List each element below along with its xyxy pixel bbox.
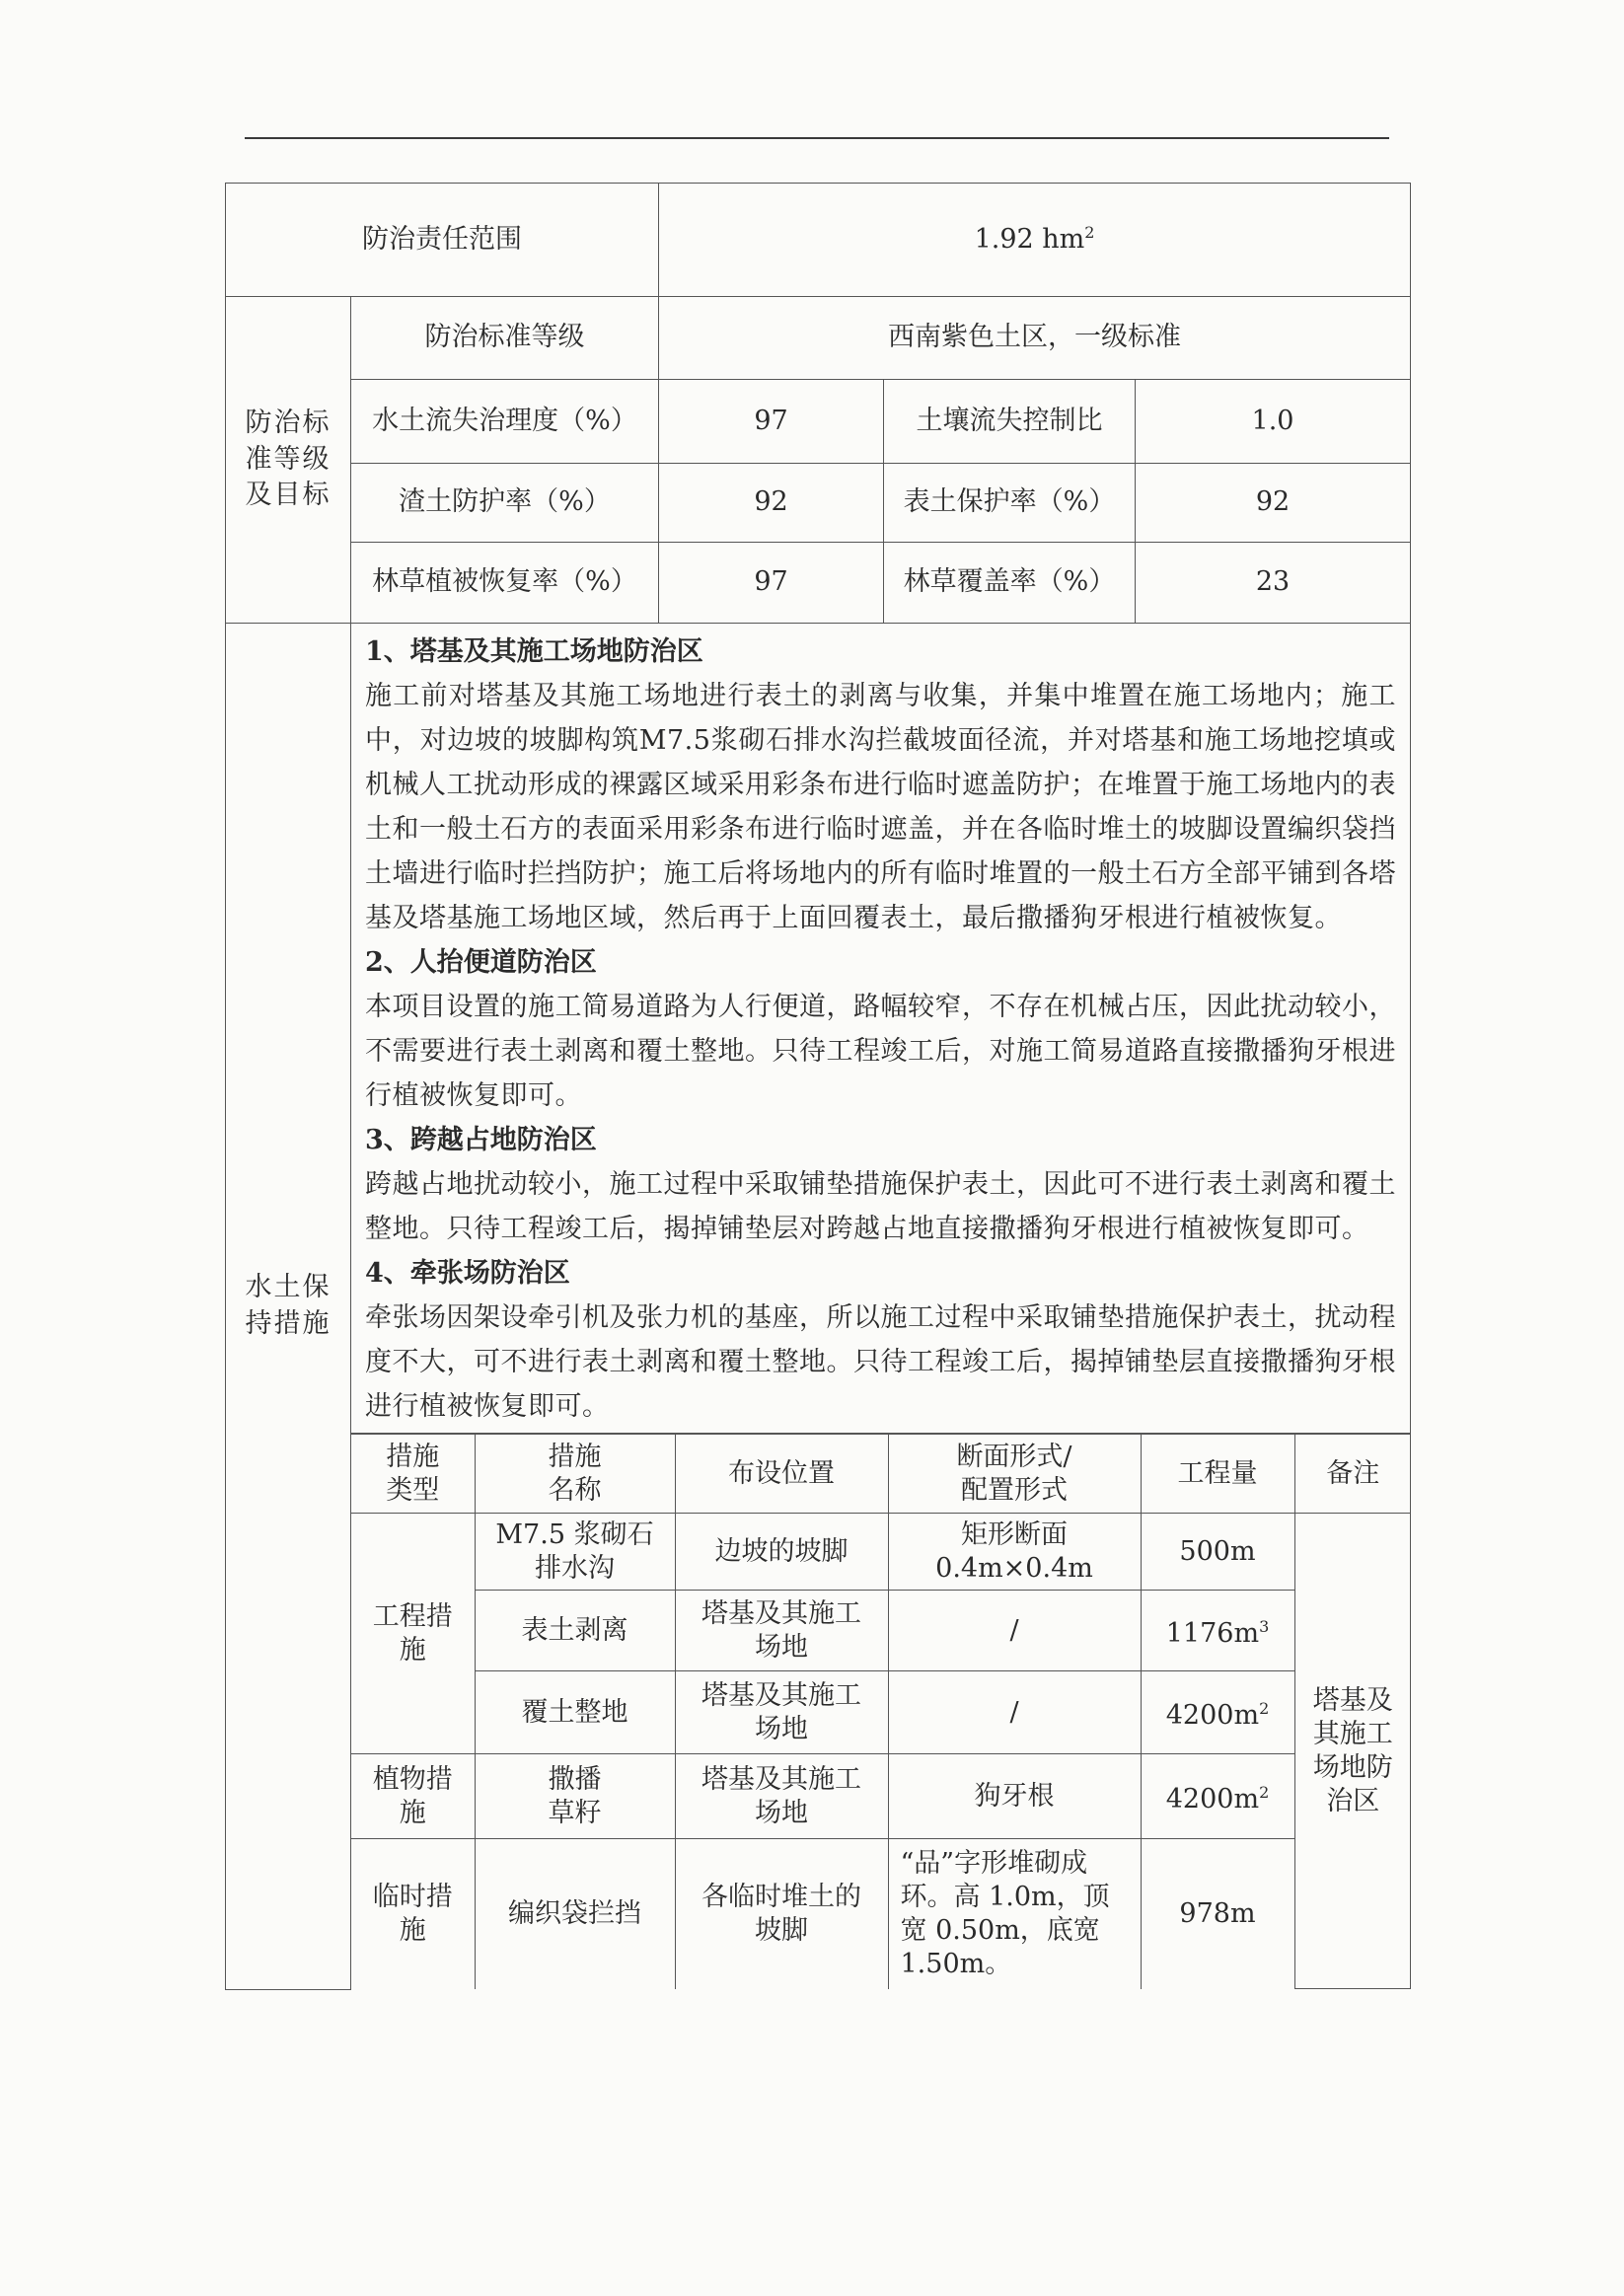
measure-quantity: 978m (1141, 1839, 1294, 1989)
target-label: 林草植被恢复率（%） (351, 543, 659, 624)
section-text: 跨越占地扰动较小，施工过程中采取铺垫措施保护表土，因此可不进行表土剥离和覆土整地。只待工程竣工后，揭掉铺垫层对跨越占地直接撒播狗牙根进行植被恢复即可。 (365, 1169, 1397, 1244)
measure-quantity: $4200m^2$ (1141, 1671, 1294, 1754)
measures-header-row (351, 1435, 1411, 1514)
measure-type: 工程措 施 (351, 1514, 475, 1754)
measure-type: 植物措 施 (351, 1754, 475, 1839)
table-row (351, 1671, 1411, 1754)
table-row (351, 1514, 1411, 1591)
measure-form: “品”字形堆砌成 环。高 1.0m，顶 宽 0.50m，底宽 1.50m。 (888, 1839, 1141, 1989)
target-value: 97 (659, 543, 884, 624)
target-value: 23 (1136, 543, 1411, 624)
measure-name: 覆土整地 (475, 1671, 675, 1754)
section-text: 牵张场因架设牵引机及张力机的基座，所以施工过程中采取铺垫措施保护表土，扰动程度不大，可不进行表土剥离和覆土整地。只待工程竣工后，揭掉铺垫层直接撒播狗牙根进行植被恢复即可。 (365, 1302, 1397, 1422)
measures-text (351, 624, 1411, 1434)
plan-table (225, 183, 1411, 1990)
table-row (351, 1839, 1411, 1989)
standard-row-label: 防治标 准等级 及目标 (226, 297, 351, 624)
section-heading: 4、牵张场防治区 (365, 1258, 570, 1289)
grade-label: 防治标准等级 (351, 297, 659, 380)
target-value: 92 (659, 464, 884, 543)
measure-quantity: $1176m^3$ (1141, 1591, 1294, 1671)
measure-location: 各临时堆土的 坡脚 (675, 1839, 888, 1989)
target-value: 97 (659, 380, 884, 464)
measure-form: / (888, 1591, 1141, 1671)
header-quantity: 工程量 (1141, 1435, 1294, 1514)
header-remark: 备注 (1294, 1435, 1411, 1514)
header-type: 措施 类型 (351, 1435, 475, 1514)
header-form: 断面形式/ 配置形式 (888, 1435, 1141, 1514)
measure-name: M7.5 浆砌石 排水沟 (475, 1514, 675, 1591)
grade-value: 西南紫色土区，一级标准 (659, 297, 1411, 380)
measure-location: 塔基及其施工 场地 (675, 1754, 888, 1839)
measure-location: 塔基及其施工 场地 (675, 1671, 888, 1754)
header-name: 措施 名称 (475, 1435, 675, 1514)
measure-type: 临时措 施 (351, 1839, 475, 1989)
target-value: 92 (1136, 464, 1411, 543)
measure-quantity: $4200m^2$ (1141, 1754, 1294, 1839)
measure-name: 编织袋拦挡 (475, 1839, 675, 1989)
target-label: 水土流失治理度（%） (351, 380, 659, 464)
target-value: 1.0 (1136, 380, 1411, 464)
table-row (351, 1591, 1411, 1671)
responsibility-label: 防治责任范围 (226, 184, 659, 297)
section-text: 本项目设置的施工简易道路为人行便道，路幅较窄，不存在机械占压，因此扰动较小，不需要进行表土剥离和覆土整地。只待工程竣工后，对施工简易道路直接撒播狗牙根进行植被恢复即可。 (365, 992, 1397, 1111)
measures-table-cell (351, 1434, 1411, 1990)
measure-remark: 塔基及 其施工 场地防 治区 (1294, 1514, 1411, 1989)
header-location: 布设位置 (675, 1435, 888, 1514)
measure-name: 撒播 草籽 (475, 1754, 675, 1839)
measure-form: 矩形断面 0.4m×0.4m (888, 1514, 1141, 1591)
measure-form: 狗牙根 (888, 1754, 1141, 1839)
table-row (351, 1754, 1411, 1839)
section-heading: 2、人抬便道防治区 (365, 947, 597, 978)
section-text: 施工前对塔基及其施工场地进行表土的剥离与收集，并集中堆置在施工场地内；施工中，对边坡的坡脚构筑M7.5浆砌石排水沟拦截坡面径流，并对塔基和施工场地挖填或机械人工扰动形成的裸露区域采用彩条布进行临时遮盖防护；在堆置于施工场地内的表土和一般土石方的表面采用彩条布进行临时遮盖，并在各临时堆土的坡脚设置编织袋挡土墙进行临时拦挡防护；施工后将场地内的所有临时堆置的一般土石方全部平铺到各塔基及塔基施工场地区域，然后再于上面回覆表土，最后撒播狗牙根进行植被恢复。 (365, 681, 1397, 933)
measure-form: / (888, 1671, 1141, 1754)
section-heading: 1、塔基及其施工场地防治区 (365, 636, 703, 667)
header-rule (245, 137, 1389, 139)
measures-table (351, 1434, 1411, 1989)
measure-location: 边坡的坡脚 (675, 1514, 888, 1591)
measures-row-label: 水土保 持措施 (226, 624, 351, 1990)
target-label: 林草覆盖率（%） (884, 543, 1136, 624)
measure-name: 表土剥离 (475, 1591, 675, 1671)
target-label: 土壤流失控制比 (884, 380, 1136, 464)
section-heading: 3、跨越占地防治区 (365, 1125, 597, 1155)
target-label: 表土保护率（%） (884, 464, 1136, 543)
target-label: 渣土防护率（%） (351, 464, 659, 543)
measure-location: 塔基及其施工 场地 (675, 1591, 888, 1671)
responsibility-value: 1.92 $hm^2$ (659, 184, 1411, 297)
measure-quantity: 500m (1141, 1514, 1294, 1591)
